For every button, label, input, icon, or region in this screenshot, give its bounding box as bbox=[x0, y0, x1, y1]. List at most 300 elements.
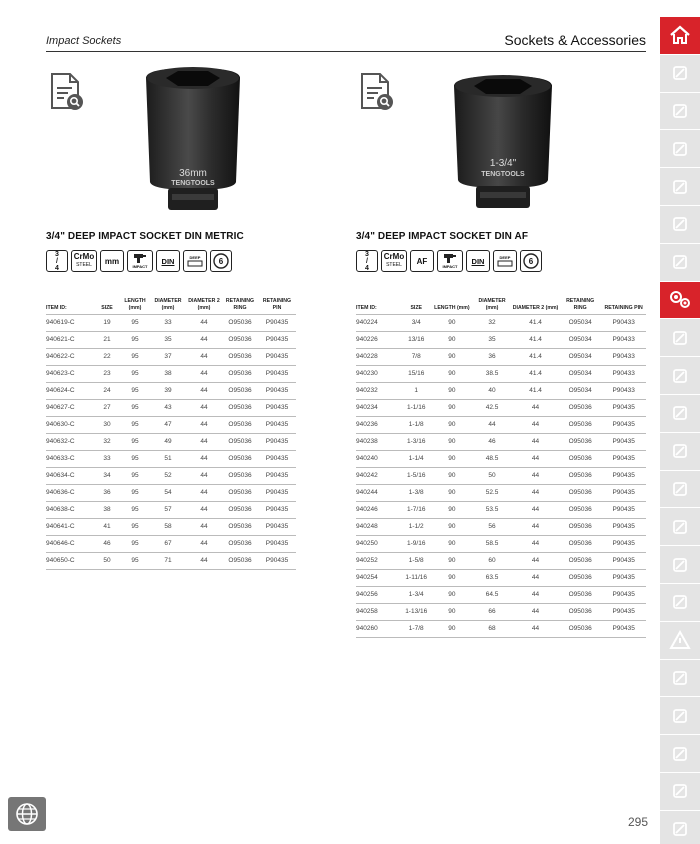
table-cell: 90 bbox=[432, 552, 472, 569]
table-cell: 52 bbox=[150, 467, 186, 484]
table-cell: O95036 bbox=[222, 331, 258, 348]
table-cell: 27 bbox=[94, 399, 120, 416]
table-cell: 940250 bbox=[356, 535, 401, 552]
datasheet-icon[interactable] bbox=[358, 72, 394, 112]
table-cell: 90 bbox=[432, 399, 472, 416]
table-cell: 32 bbox=[472, 314, 512, 331]
table-cell: 48.5 bbox=[472, 450, 512, 467]
table-cell: 1-9/16 bbox=[401, 535, 432, 552]
table-cell: P90435 bbox=[258, 535, 296, 552]
home-icon[interactable] bbox=[660, 17, 700, 55]
table-cell: 49 bbox=[150, 433, 186, 450]
drive-size-badge: 3 / 4 bbox=[46, 250, 68, 272]
col-header: RETAINING PIN bbox=[262, 297, 292, 311]
material-badge: CrMo STEEL bbox=[71, 250, 97, 272]
table-row bbox=[356, 518, 646, 535]
table-cell: O95036 bbox=[222, 399, 258, 416]
toolbox-icon[interactable] bbox=[660, 55, 700, 93]
table-cell: 23 bbox=[94, 365, 120, 382]
col-header: RETAINING PIN bbox=[604, 304, 643, 311]
table-cell: P90433 bbox=[601, 331, 646, 348]
table-cell: O95036 bbox=[559, 603, 601, 620]
table-cell: 71 bbox=[150, 552, 186, 569]
table-cell: 52.5 bbox=[472, 484, 512, 501]
table-cell: 940630-C bbox=[46, 416, 94, 433]
tool-chest-icon[interactable] bbox=[660, 93, 700, 131]
table-cell: 44 bbox=[186, 382, 222, 399]
table-cell: 940634-C bbox=[46, 467, 94, 484]
table-row bbox=[46, 348, 296, 365]
table-cell: 68 bbox=[472, 620, 512, 637]
table-cell: P90435 bbox=[258, 382, 296, 399]
table-row bbox=[46, 399, 296, 416]
table-cell: 38 bbox=[150, 365, 186, 382]
table-cell: 44 bbox=[186, 399, 222, 416]
table-cell: O95036 bbox=[559, 518, 601, 535]
wrench-icon[interactable] bbox=[660, 319, 700, 357]
metric-socket-table bbox=[46, 289, 296, 570]
table-cell: 940633-C bbox=[46, 450, 94, 467]
table-cell: 940254 bbox=[356, 569, 401, 586]
table-row bbox=[46, 535, 296, 552]
table-cell: P90435 bbox=[601, 433, 646, 450]
table-cell: 95 bbox=[120, 552, 150, 569]
deep-badge: DEEP bbox=[493, 250, 517, 272]
deep-socket-icon bbox=[497, 260, 513, 267]
table-cell: P90435 bbox=[601, 569, 646, 586]
table-cell: 44 bbox=[186, 552, 222, 569]
table-cell: 90 bbox=[432, 331, 472, 348]
table-cell: 34 bbox=[94, 467, 120, 484]
globe-icon[interactable] bbox=[8, 797, 46, 831]
table-row bbox=[356, 569, 646, 586]
spec-badges-af bbox=[356, 250, 542, 272]
table-cell: 44 bbox=[512, 501, 559, 518]
hammer-icon[interactable] bbox=[660, 433, 700, 471]
col-header: DIAMETER (mm) bbox=[478, 297, 506, 311]
table-cell: O95036 bbox=[559, 535, 601, 552]
table-row bbox=[46, 331, 296, 348]
impact-badge: IMPACT bbox=[127, 250, 153, 272]
table-cell: 90 bbox=[432, 569, 472, 586]
table-row bbox=[46, 552, 296, 569]
table-cell: O95036 bbox=[559, 620, 601, 637]
unit-badge: mm bbox=[100, 250, 124, 272]
table-cell: 39 bbox=[150, 382, 186, 399]
screwdriver-icon[interactable] bbox=[660, 395, 700, 433]
table-cell: 15/16 bbox=[401, 365, 432, 382]
table-cell: O95036 bbox=[559, 569, 601, 586]
table-cell: 22 bbox=[94, 348, 120, 365]
col-header: LENGTH (mm) bbox=[434, 304, 470, 311]
table-row bbox=[46, 382, 296, 399]
table-cell: P90435 bbox=[258, 467, 296, 484]
table-cell: P90435 bbox=[258, 399, 296, 416]
table-cell: 90 bbox=[432, 348, 472, 365]
table-cell: 1-7/16 bbox=[401, 501, 432, 518]
table-cell: 53.5 bbox=[472, 501, 512, 518]
table-cell: 35 bbox=[150, 331, 186, 348]
table-cell: P90435 bbox=[258, 365, 296, 382]
table-cell: 43 bbox=[150, 399, 186, 416]
table-cell: 44 bbox=[512, 399, 559, 416]
table-row bbox=[356, 365, 646, 382]
table-cell: 50 bbox=[94, 552, 120, 569]
din-badge: DIN bbox=[156, 250, 180, 272]
table-row bbox=[46, 450, 296, 467]
table-cell: O95036 bbox=[222, 433, 258, 450]
table-cell: 90 bbox=[432, 450, 472, 467]
table-row bbox=[356, 603, 646, 620]
table-cell: 44 bbox=[186, 467, 222, 484]
photo-size-label: 1-3/4" bbox=[489, 158, 517, 169]
table-cell: 1 bbox=[401, 382, 432, 399]
deep-socket-icon bbox=[187, 260, 203, 267]
header-divider bbox=[46, 51, 646, 52]
table-cell: 90 bbox=[432, 603, 472, 620]
table-cell: 1-3/8 bbox=[401, 484, 432, 501]
table-cell: 95 bbox=[120, 450, 150, 467]
table-cell: 940230 bbox=[356, 365, 401, 382]
table-cell: P90435 bbox=[258, 518, 296, 535]
table-cell: O95036 bbox=[222, 382, 258, 399]
table-cell: 95 bbox=[120, 399, 150, 416]
sockets-icon[interactable] bbox=[660, 282, 700, 320]
svg-text:6: 6 bbox=[528, 257, 534, 266]
table-cell: 1-1/8 bbox=[401, 416, 432, 433]
table-cell: O95036 bbox=[222, 518, 258, 535]
svg-text:6: 6 bbox=[218, 257, 224, 266]
table-cell: 19 bbox=[94, 314, 120, 331]
table-cell: 44 bbox=[186, 535, 222, 552]
table-cell: P90435 bbox=[258, 433, 296, 450]
table-cell: 1-3/16 bbox=[401, 433, 432, 450]
product-photo-metric bbox=[138, 64, 248, 220]
table-cell: 44 bbox=[186, 501, 222, 518]
table-cell: 44 bbox=[512, 552, 559, 569]
table-cell: 46 bbox=[472, 433, 512, 450]
table-cell: 44 bbox=[512, 416, 559, 433]
table-cell: O95036 bbox=[559, 467, 601, 484]
table-cell: 940252 bbox=[356, 552, 401, 569]
gear-hand-icon[interactable] bbox=[660, 773, 700, 811]
table-cell: P90435 bbox=[258, 331, 296, 348]
table-cell: 44 bbox=[512, 569, 559, 586]
section-title: Impact Sockets bbox=[46, 35, 122, 47]
hex-points-icon bbox=[523, 253, 539, 269]
table-cell: O95034 bbox=[559, 382, 601, 399]
table-cell: 940224 bbox=[356, 314, 401, 331]
table-cell: 940226 bbox=[356, 331, 401, 348]
table-cell: 95 bbox=[120, 467, 150, 484]
table-cell: 36 bbox=[94, 484, 120, 501]
table-cell: O95036 bbox=[559, 416, 601, 433]
table-row bbox=[356, 552, 646, 569]
table-row bbox=[46, 484, 296, 501]
hex-points-icon bbox=[213, 253, 229, 269]
table-cell: 58 bbox=[150, 518, 186, 535]
table-row bbox=[356, 331, 646, 348]
table-cell: O95036 bbox=[559, 501, 601, 518]
table-row bbox=[356, 501, 646, 518]
table-cell: O95036 bbox=[222, 314, 258, 331]
table-cell: 67 bbox=[150, 535, 186, 552]
table-cell: 3/4 bbox=[401, 314, 432, 331]
table-row bbox=[46, 518, 296, 535]
table-cell: 44 bbox=[512, 484, 559, 501]
deep-badge: DEEP bbox=[183, 250, 207, 272]
spec-badges-metric bbox=[46, 250, 232, 272]
table-row bbox=[46, 314, 296, 331]
table-cell: 44 bbox=[186, 484, 222, 501]
chisel-icon[interactable] bbox=[660, 471, 700, 509]
table-cell: 41.4 bbox=[512, 314, 559, 331]
table-cell: 940256 bbox=[356, 586, 401, 603]
screwdriver-set-icon[interactable] bbox=[660, 168, 700, 206]
col-header: SIZE bbox=[101, 304, 113, 311]
gears-icon[interactable] bbox=[660, 735, 700, 773]
table-cell: 44 bbox=[186, 450, 222, 467]
table-cell: P90435 bbox=[601, 603, 646, 620]
table-cell: 940236 bbox=[356, 416, 401, 433]
table-cell: 95 bbox=[120, 484, 150, 501]
table-row bbox=[46, 433, 296, 450]
points-badge bbox=[210, 250, 232, 272]
drive-size-badge: 3 / 4 bbox=[356, 250, 378, 272]
table-cell: O95034 bbox=[559, 348, 601, 365]
table-cell: 1-5/16 bbox=[401, 467, 432, 484]
table-cell: 40 bbox=[472, 382, 512, 399]
table-cell: 44 bbox=[186, 416, 222, 433]
table-cell: O95034 bbox=[559, 314, 601, 331]
impact-badge: IMPACT bbox=[437, 250, 463, 272]
points-badge bbox=[520, 250, 542, 272]
table-row bbox=[46, 467, 296, 484]
table-cell: 90 bbox=[432, 314, 472, 331]
material-badge: CrMo STEEL bbox=[381, 250, 407, 272]
col-header: ITEM ID: bbox=[46, 304, 67, 311]
table-cell: 940622-C bbox=[46, 348, 94, 365]
table-cell: 940621-C bbox=[46, 331, 94, 348]
table-cell: P90433 bbox=[601, 314, 646, 331]
table-cell: P90435 bbox=[601, 518, 646, 535]
tool-kit-icon[interactable] bbox=[660, 130, 700, 168]
category-title: Sockets & Accessories bbox=[504, 32, 646, 48]
product-title-af: 3/4" DEEP IMPACT SOCKET DIN AF bbox=[356, 231, 529, 242]
table-cell: P90435 bbox=[258, 501, 296, 518]
photo-size-label: 36mm bbox=[179, 168, 207, 179]
table-cell: P90435 bbox=[258, 450, 296, 467]
table-cell: P90435 bbox=[601, 535, 646, 552]
table-cell: 1-1/2 bbox=[401, 518, 432, 535]
din-badge: DIN bbox=[466, 250, 490, 272]
table-cell: 13/16 bbox=[401, 331, 432, 348]
table-cell: P90435 bbox=[601, 399, 646, 416]
table-cell: 95 bbox=[120, 314, 150, 331]
table-cell: 21 bbox=[94, 331, 120, 348]
table-cell: 44 bbox=[186, 518, 222, 535]
table-cell: 42.5 bbox=[472, 399, 512, 416]
table-cell: 35 bbox=[472, 331, 512, 348]
table-cell: O95036 bbox=[559, 433, 601, 450]
table-cell: 940234 bbox=[356, 399, 401, 416]
table-cell: 44 bbox=[186, 331, 222, 348]
table-cell: 940624-C bbox=[46, 382, 94, 399]
table-cell: 940240 bbox=[356, 450, 401, 467]
table-cell: 90 bbox=[432, 416, 472, 433]
table-cell: 95 bbox=[120, 348, 150, 365]
table-cell: O95036 bbox=[222, 552, 258, 569]
torque-wrench-icon[interactable] bbox=[660, 811, 700, 844]
table-cell: 41.4 bbox=[512, 348, 559, 365]
table-cell: P90435 bbox=[258, 314, 296, 331]
table-row bbox=[356, 484, 646, 501]
table-cell: 44 bbox=[512, 467, 559, 484]
table-cell: 90 bbox=[432, 365, 472, 382]
table-cell: P90435 bbox=[258, 484, 296, 501]
warning-icon[interactable] bbox=[660, 622, 700, 660]
table-cell: 90 bbox=[432, 620, 472, 637]
table-cell: 1-5/8 bbox=[401, 552, 432, 569]
table-cell: O95036 bbox=[559, 586, 601, 603]
table-cell: O95034 bbox=[559, 365, 601, 382]
table-cell: 44 bbox=[512, 518, 559, 535]
table-cell: P90435 bbox=[601, 450, 646, 467]
case-icon[interactable] bbox=[660, 697, 700, 735]
table-cell: 66 bbox=[472, 603, 512, 620]
table-cell: 90 bbox=[432, 467, 472, 484]
product-photo-af bbox=[448, 72, 558, 218]
table-cell: 33 bbox=[150, 314, 186, 331]
table-cell: O95034 bbox=[559, 331, 601, 348]
table-cell: 940619-C bbox=[46, 314, 94, 331]
table-row bbox=[356, 314, 646, 331]
table-cell: 63.5 bbox=[472, 569, 512, 586]
table-cell: 940242 bbox=[356, 467, 401, 484]
table-cell: P90433 bbox=[601, 382, 646, 399]
table-cell: O95036 bbox=[559, 450, 601, 467]
table-cell: 95 bbox=[120, 331, 150, 348]
table-cell: 940248 bbox=[356, 518, 401, 535]
pliers-set-icon[interactable] bbox=[660, 244, 700, 282]
table-cell: 41.4 bbox=[512, 331, 559, 348]
table-cell: 30 bbox=[94, 416, 120, 433]
table-cell: 44 bbox=[186, 433, 222, 450]
table-cell: 38.5 bbox=[472, 365, 512, 382]
table-cell: 44 bbox=[512, 535, 559, 552]
table-cell: 1-11/16 bbox=[401, 569, 432, 586]
table-cell: 37 bbox=[150, 348, 186, 365]
table-cell: P90435 bbox=[601, 620, 646, 637]
unit-badge: AF bbox=[410, 250, 434, 272]
table-cell: 95 bbox=[120, 501, 150, 518]
table-cell: 940260 bbox=[356, 620, 401, 637]
table-cell: P90435 bbox=[601, 586, 646, 603]
table-cell: 940246 bbox=[356, 501, 401, 518]
table-cell: O95036 bbox=[559, 399, 601, 416]
col-header: DIAMETER (mm) bbox=[154, 297, 182, 311]
table-row bbox=[356, 586, 646, 603]
spanner-icon[interactable] bbox=[660, 357, 700, 395]
table-row bbox=[356, 416, 646, 433]
table-cell: 940632-C bbox=[46, 433, 94, 450]
table-cell: O95036 bbox=[222, 484, 258, 501]
power-tool-icon[interactable] bbox=[660, 508, 700, 546]
table-cell: 56 bbox=[472, 518, 512, 535]
table-cell: 940238 bbox=[356, 433, 401, 450]
af-socket-table bbox=[356, 289, 646, 638]
table-cell: P90435 bbox=[601, 501, 646, 518]
table-cell: P90435 bbox=[601, 552, 646, 569]
table-cell: 64.5 bbox=[472, 586, 512, 603]
table-cell: O95036 bbox=[222, 348, 258, 365]
table-cell: 44 bbox=[472, 416, 512, 433]
table-row bbox=[46, 365, 296, 382]
table-row bbox=[356, 382, 646, 399]
table-cell: 41.4 bbox=[512, 382, 559, 399]
table-row bbox=[46, 416, 296, 433]
table-cell: 95 bbox=[120, 518, 150, 535]
table-cell: 60 bbox=[472, 552, 512, 569]
table-cell: 1-1/4 bbox=[401, 450, 432, 467]
table-cell: 95 bbox=[120, 382, 150, 399]
table-cell: 95 bbox=[120, 365, 150, 382]
table-cell: 24 bbox=[94, 382, 120, 399]
table-cell: P90435 bbox=[601, 484, 646, 501]
table-cell: P90435 bbox=[258, 552, 296, 569]
table-cell: 51 bbox=[150, 450, 186, 467]
table-cell: O95036 bbox=[222, 467, 258, 484]
table-cell: 44 bbox=[186, 314, 222, 331]
table-cell: 90 bbox=[432, 433, 472, 450]
table-row bbox=[356, 399, 646, 416]
cabinet-icon[interactable] bbox=[660, 206, 700, 244]
col-header: LENGTH (mm) bbox=[124, 297, 146, 311]
table-cell: 50 bbox=[472, 467, 512, 484]
table-cell: 44 bbox=[512, 450, 559, 467]
pliers-icon[interactable] bbox=[660, 546, 700, 584]
saw-icon[interactable] bbox=[660, 584, 700, 622]
table-row bbox=[356, 348, 646, 365]
table-cell: 44 bbox=[512, 586, 559, 603]
table-cell: 940641-C bbox=[46, 518, 94, 535]
table-cell: 940636-C bbox=[46, 484, 94, 501]
table-cell: 36 bbox=[472, 348, 512, 365]
table-row bbox=[356, 620, 646, 637]
table-cell: 95 bbox=[120, 433, 150, 450]
table-cell: P90435 bbox=[258, 348, 296, 365]
datasheet-icon[interactable] bbox=[48, 72, 84, 112]
table-cell: 44 bbox=[186, 365, 222, 382]
table-cell: P90435 bbox=[258, 416, 296, 433]
table-cell: 940258 bbox=[356, 603, 401, 620]
table-cell: O95036 bbox=[222, 416, 258, 433]
table-cell: 41 bbox=[94, 518, 120, 535]
table-cell: 58.5 bbox=[472, 535, 512, 552]
table-row bbox=[356, 535, 646, 552]
table-cell: 940244 bbox=[356, 484, 401, 501]
table-cell: O95036 bbox=[222, 365, 258, 382]
table-cell: 940232 bbox=[356, 382, 401, 399]
table-cell: 46 bbox=[94, 535, 120, 552]
impact-wrench-icon bbox=[133, 253, 147, 264]
table-cell: P90433 bbox=[601, 365, 646, 382]
measuring-icon[interactable] bbox=[660, 660, 700, 698]
table-cell: 90 bbox=[432, 382, 472, 399]
table-cell: 44 bbox=[512, 620, 559, 637]
table-cell: 1-13/16 bbox=[401, 603, 432, 620]
table-cell: 940646-C bbox=[46, 535, 94, 552]
